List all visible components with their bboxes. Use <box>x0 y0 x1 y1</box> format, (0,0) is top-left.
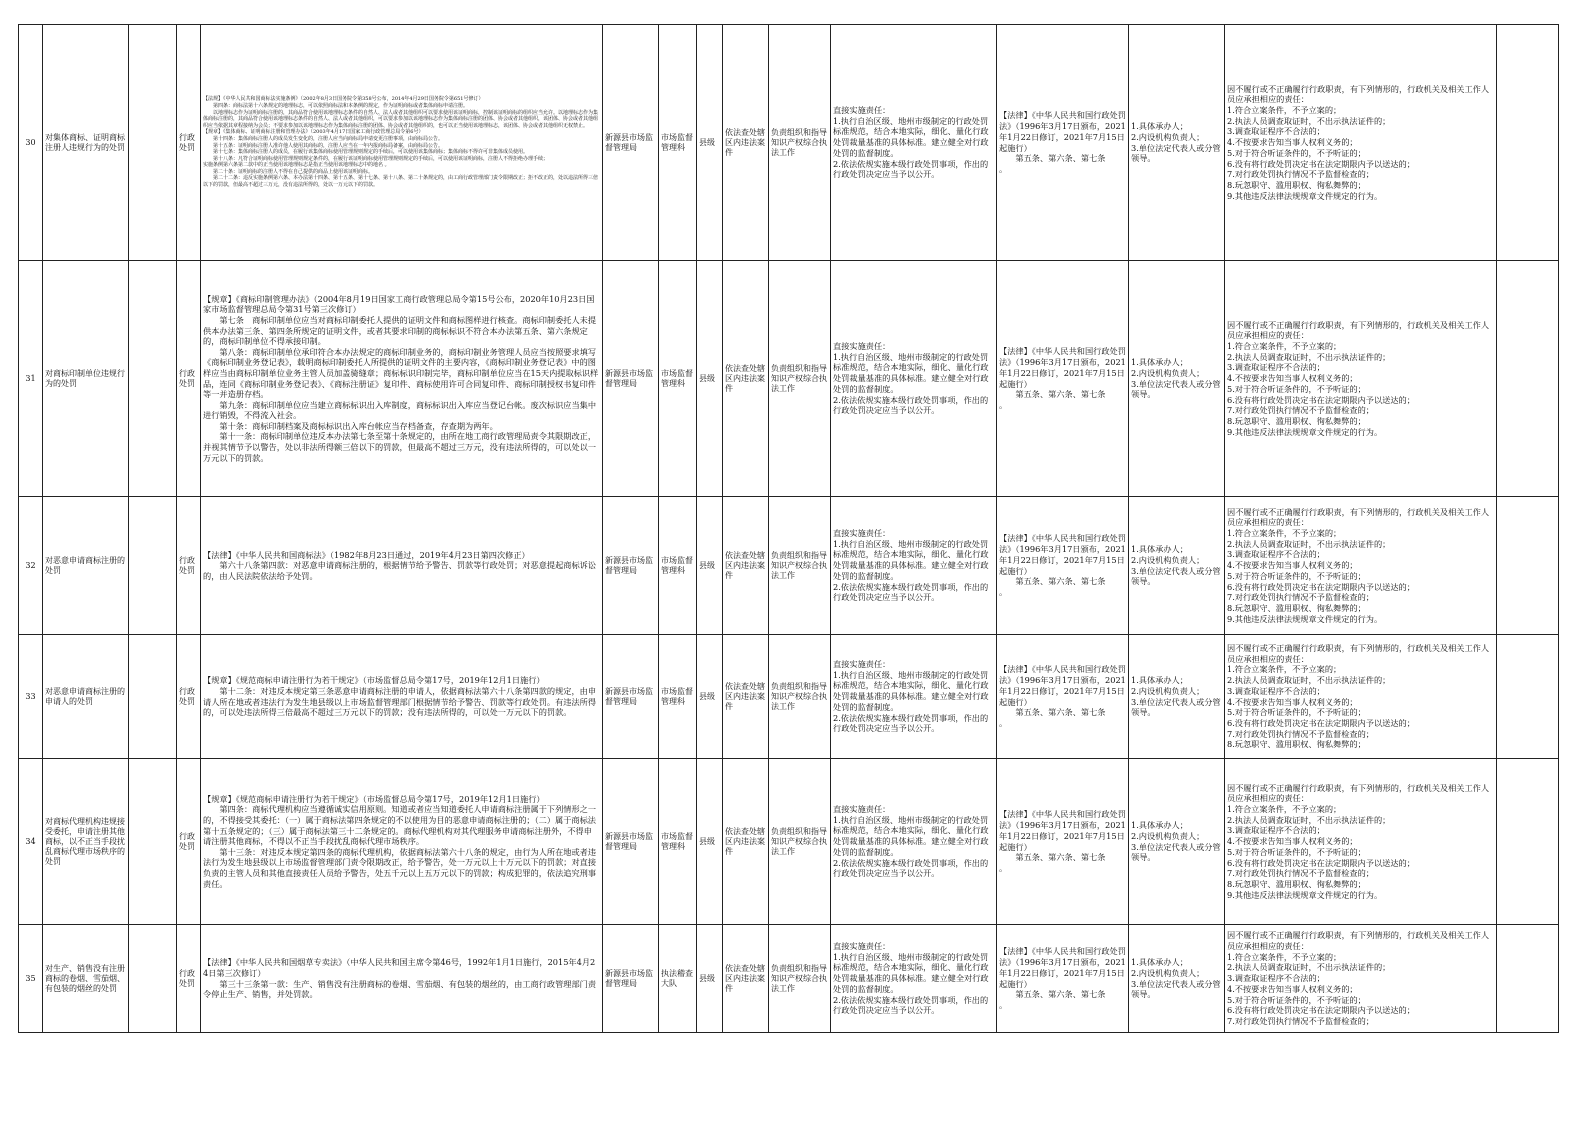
item-name: 对商标代理机构违规接受委托，申请注册其他商标，以不正当手段扰乱商标代理市场秩序的处罚 <box>43 759 129 925</box>
implementing-body: 新源县市场监督管理局 <box>603 497 659 635</box>
item-name: 对恶意申请商标注册的申请人的处罚 <box>43 635 129 759</box>
responsibility-scope: 依法查处辖区内违法案件 <box>723 635 769 759</box>
responsibility-items <box>831 635 997 759</box>
power-type: 行政处罚 <box>177 925 201 1033</box>
accountability-basis-text: 【法律】《中华人民共和国行政处罚法》（1996年3月17日颁布，2021年1月22日修订，2021年7月15日起施行） 第五条、第六条、第七条 。 <box>999 946 1126 1010</box>
accountability-circumstances <box>1225 497 1497 635</box>
responsibility-text: 直接实施责任： 1.执行自治区级、地州市级制定的行政处罚标准规范，结合本地实际，细化、量化行政处罚裁量基准的具体标准。建立健全对行政处罚的监督制度。 2.依法依规实施本级行政处罚事项，作出的行政处罚决定应当予以公开。 <box>833 804 989 879</box>
legal-basis <box>201 497 603 635</box>
responsibility-text: 直接实施责任： 1.执行自治区级、地州市级制定的行政处罚标准规范，结合本地实际，细化、量化行政处罚裁量基准的具体标准。建立健全对行政处罚的监督制度。 2.依法依规实施本级行政处罚事项，作出的行政处罚决定应当予以公开。 <box>833 659 989 734</box>
sub-item-cell <box>129 25 177 261</box>
remark-cell <box>1497 925 1559 1033</box>
table-body <box>19 25 1559 1033</box>
item-name: 对集体商标、证明商标注册人违规行为的处罚 <box>43 25 129 261</box>
item-name: 对生产、销售没有注册商标的卷烟、雪茄烟、有包装的烟丝的处罚 <box>43 925 129 1033</box>
power-type: 行政处罚 <box>177 497 201 635</box>
table-row <box>19 759 1559 925</box>
responsible-persons <box>1129 261 1225 497</box>
accountability-circumstances-text: 因不履行或不正确履行行政职责，有下列情形的，行政机关及相关工作人员应承担相应的责任： 1.符合立案条件，不予立案的； 2.执法人员调查取证时，不出示执法证件的； 3.调查取证程序不合法的； 4.不按要求告知当事人权利义务的； 5.对于符合听证条件的，不予听证的； 6.没有将行政处罚决定书在法定期限内予以送达的； 7.对行政处罚执行情况不予监督检查的； 8.玩忽职守、滥用职权、徇私舞弊的； 9.其他违反法律法规规章文件规定的行为。 <box>1227 506 1490 624</box>
responsibility-scope: 依法查处辖区内违法案件 <box>723 497 769 635</box>
accountability-basis-text: 【法律】《中华人民共和国行政处罚法》（1996年3月17日颁布，2021年1月22日修订，2021年7月15日起施行） 第五条、第六条、第七条 。 <box>999 809 1126 873</box>
responsible-department: 市场监督管理科 <box>659 25 697 261</box>
table-row <box>19 25 1559 261</box>
remark-cell <box>1497 25 1559 261</box>
legal-basis <box>201 25 603 261</box>
item-number: 32 <box>19 497 43 635</box>
legal-basis <box>201 635 603 759</box>
power-type: 行政处罚 <box>177 25 201 261</box>
responsibility-scope: 依法查处辖区内违法案件 <box>723 759 769 925</box>
responsible-persons-text: 1.具体承办人； 2.内设机构负责人； 3.单位法定代表人或分管领导。 <box>1131 957 1221 1000</box>
item-number: 33 <box>19 635 43 759</box>
accountability-basis-text: 【法律】《中华人民共和国行政处罚法》（1996年3月17日颁布，2021年1月22日修订，2021年7月15日起施行） 第五条、第六条、第七条 。 <box>999 346 1126 410</box>
legal-basis <box>201 925 603 1033</box>
responsibility-text: 直接实施责任： 1.执行自治区级、地州市级制定的行政处罚标准规范，结合本地实际，细化、量化行政处罚裁量基准的具体标准。建立健全对行政处罚的监督制度。 2.依法依规实施本级行政处罚事项，作出的行政处罚决定应当予以公开。 <box>833 528 989 603</box>
exercise-level: 县级 <box>697 925 723 1033</box>
remark-cell <box>1497 759 1559 925</box>
responsibility-text: 直接实施责任： 1.执行自治区级、地州市级制定的行政处罚标准规范，结合本地实际，细化、量化行政处罚裁量基准的具体标准。建立健全对行政处罚的监督制度。 2.依法依规实施本级行政处罚事项，作出的行政处罚决定应当予以公开。 <box>833 341 989 416</box>
accountability-basis-text: 【法律】《中华人民共和国行政处罚法》（1996年3月17日颁布，2021年1月22日修订，2021年7月15日起施行） 第五条、第六条、第七条 。 <box>999 533 1126 597</box>
accountability-circumstances-text: 因不履行或不正确履行行政职责，有下列情形的，行政机关及相关工作人员应承担相应的责任： 1.符合立案条件，不予立案的； 2.执法人员调查取证时，不出示执法证件的； 3.调查取证程序不合法的； 4.不按要求告知当事人权利义务的； 5.对于符合听证条件的，不予听证的； 6.没有将行政处罚决定书在法定期限内予以送达的； 7.对行政处罚执行情况不予监督检查的； <box>1227 930 1490 1026</box>
accountability-basis-text: 【法律】《中华人民共和国行政处罚法》（1996年3月17日颁布，2021年1月22日修订，2021年7月15日起施行） 第五条、第六条、第七条 。 <box>999 110 1126 174</box>
power-type: 行政处罚 <box>177 261 201 497</box>
sub-item-cell <box>129 497 177 635</box>
legal-basis-text: 【规章】《商标印制管理办法》（2004年8月19日国家工商行政管理总局令第15号公布，2020年10月23日国家市场监督管理总局令第31号第三次修订） 第七条 商标印制单位应当对商标印制委托人提供的证明文件和商标图样进行核查。商标印制委托人未提供本办法第三条、第四条所规定的证明文件，或者其要求印制的商标标识不符合本办法第五条、第六条规定的，商标印制单位不得承接印制。 第八条：商标印制单位承印符合本办法规定的商标印制业务的，商标印制业务管理人员应当按照要求填写《商标印制业务登记表》，载明商标印制委托人所提供的证明文件的主要内容，《商标印制业务登记表》中的图样应当由商标印制单位业务主管人员加盖骑缝章；商标标识印制完毕，商标印制单位应当在15天内提取标识样品，连同《商标印制业务登记表》、《商标注册证》复印件、商标使用许可合同复印件、商标印制授权书复印件等一并造册存档。 第九条：商标印制单位应当建立商标标识出入库制度，商标标识出入库应当登记台帐。废次标识应当集中进行销毁，不得流入社会。 第十条：商标印制档案及商标标识出入库台帐应当存档备查，存查期为两年。 第十一条：商标印制单位违反本办法第七条至第十条规定的，由所在地工商行政管理局责令其限期改正，并视其情节予以警告，处以非法所得额三倍以下的罚款，但最高不超过三万元，没有违法所得的，可以处以一万元以下的罚款。 <box>203 293 599 463</box>
legal-basis-text: 【规章】《规范商标申请注册行为若干规定》（市场监督总局令第17号，2019年12月1日施行） 第十二条：对违反本规定第三条恶意申请商标注册的申请人，依据商标法第六十八条第四款的规定，由申请人所在地或者违法行为发生地县级以上市场监督管理部门根据情节给予警告、罚款等行政处罚。有违法所得的，可以处违法所得三倍最高不超过三万元以下的罚款；没有违法所得的，可以处一万元以下的罚款。 <box>203 675 597 718</box>
responsible-persons-text: 1.具体承办人； 2.内设机构负责人； 3.单位法定代表人或分管领导。 <box>1131 121 1221 164</box>
item-name: 对商标印制单位违规行为的处罚 <box>43 261 129 497</box>
responsibility-text: 直接实施责任： 1.执行自治区级、地州市级制定的行政处罚标准规范，结合本地实际，细化、量化行政处罚裁量基准的具体标准。建立健全对行政处罚的监督制度。 2.依法依规实施本级行政处罚事项，作出的行政处罚决定应当予以公开。 <box>833 105 989 180</box>
implementing-body: 新源县市场监督管理局 <box>603 925 659 1033</box>
responsibility-items <box>831 25 997 261</box>
accountability-basis <box>997 25 1129 261</box>
responsible-department: 市场监督管理科 <box>659 635 697 759</box>
implementing-body: 新源县市场监督管理局 <box>603 635 659 759</box>
legal-basis-text: 【规章】《规范商标申请注册行为若干规定》（市场监督总局令第17号，2019年12月1日施行） 第四条：商标代理机构应当遵循诚实信用原则。知道或者应当知道委托人申请商标注册属于下列情形之一的，不得接受其委托：（一）属于商标法第四条规定的不以使用为目的恶意申请商标注册的；（二）属于商标法第十五条规定的；（三）属于商标法第三十二条规定的。商标代理机构对其代理服务申请商标注册外，不得申请注册其他商标，不得以不正当手段扰乱商标代理市场秩序。 第十三条：对违反本规定第四条的商标代理机构，依据商标法第六十八条的规定，由行为人所在地或者违法行为发生地县级以上市场监督管理部门责令限期改正，给予警告，处一万元以上十万元以下的罚款；对直接负责的主管人员和其他直接责任人员给予警告，处五千元以上五万元以下的罚款；构成犯罪的，依法追究刑事责任。 <box>203 793 597 889</box>
responsibility-items <box>831 925 997 1033</box>
accountability-basis <box>997 759 1129 925</box>
item-name: 对恶意申请商标注册的处罚 <box>43 497 129 635</box>
power-type: 行政处罚 <box>177 759 201 925</box>
responsible-department: 市场监督管理科 <box>659 497 697 635</box>
implementing-body: 新源县市场监督管理局 <box>603 759 659 925</box>
responsible-persons-text: 1.具体承办人； 2.内设机构负责人； 3.单位法定代表人或分管领导。 <box>1131 544 1221 587</box>
legal-basis <box>201 759 603 925</box>
legal-basis-text: 【法律】《中华人民共和国烟草专卖法》（中华人民共和国主席令第46号，1992年1月1日施行，2015年4月24日第三次修订） 第三十三条第一款：生产、销售没有注册商标的卷烟、雪茄烟、有包装的烟丝的，由工商行政管理部门责令停止生产、销售，并处罚款。 <box>203 957 597 1000</box>
responsible-persons <box>1129 497 1225 635</box>
responsible-persons-text: 1.具体承办人； 2.内设机构负责人； 3.单位法定代表人或分管领导。 <box>1131 357 1221 400</box>
item-number: 30 <box>19 25 43 261</box>
responsible-department: 执法稽查大队 <box>659 925 697 1033</box>
division-of-duties: 负责组织和指导知识产权综合执法工作 <box>769 759 831 925</box>
power-list-table <box>18 24 1559 1033</box>
table-row <box>19 261 1559 497</box>
responsible-department: 市场监督管理科 <box>659 759 697 925</box>
item-number: 34 <box>19 759 43 925</box>
responsible-persons <box>1129 635 1225 759</box>
accountability-basis <box>997 635 1129 759</box>
remark-cell <box>1497 635 1559 759</box>
responsibility-items <box>831 497 997 635</box>
item-number: 35 <box>19 925 43 1033</box>
table-row <box>19 497 1559 635</box>
accountability-basis-text: 【法律】《中华人民共和国行政处罚法》（1996年3月17日颁布，2021年1月22日修订，2021年7月15日起施行） 第五条、第六条、第七条 。 <box>999 664 1126 728</box>
exercise-level: 县级 <box>697 759 723 925</box>
exercise-level: 县级 <box>697 497 723 635</box>
implementing-body: 新源县市场监督管理局 <box>603 25 659 261</box>
responsible-department: 市场监督管理科 <box>659 261 697 497</box>
accountability-circumstances <box>1225 925 1497 1033</box>
sub-item-cell <box>129 635 177 759</box>
legal-basis-text: 【法规】《中华人民共和国商标法实施条例》（2002年8月3日国务院令第358号公布，2014年4月29日国务院令第651号修订） 第四条：商标法第十六条规定的地理标志，可以依照商标法和本条例的规定，作为证明商标或者集体商标申请注册。 以地理标志作为证明商标注册的，其商品符合使用该地理标志条件的自然人、法人或者其他组织可以要求使用该证明商标，控制该证明商标的组织应当允许。以地理标志作为集体商标注册的，其商品符合使用该地理标志条件的自然人、法人或者其他组织，可以要求参加以该地理标志作为集体商标注册的团体、协会或者其他组织，该团体、协会或者其他组织应当依据其章程接纳为会员；不要求参加以该地理标志作为集体商标注册的团体、协会或者其他组织的，也可以正当使用该地理标志，该团体、协会或者其他组织无权禁止。 【规章】《集体商标、证明商标注册和管理办法》（2003年4月17日国家工商行政管理总局令第6号） 第十四条：集体商标注册人的成员发生变化的，注册人应当向商标局申请变更注册事项，由商标局公告。 第十五条：证明商标注册人准许他人使用其商标的，注册人应当在一年内报商标局备案，由商标局公告。 第十七条：集体商标注册人的成员，在履行该集体商标使用管理规则规定的手续后，可以使用该集体商标；集体商标不得许可非集体成员使用。 第十八条：凡符合证明商标使用管理规则规定条件的，在履行该证明商标使用管理规则规定的手续后，可以使用该证明商标，注册人不得拒绝办理手续； 实施条例第六条第二款中的正当使用该地理标志是指正当使用该地理标志中的地名 。 第二十条：证明商标的注册人不得在自己提供的商品上使用该证明商标。 第二十二条：违反实施条例第六条、本办法第十四条、第十五条、第十七条、第十八条、第二十条规定的，由工商行政管理部门责令限期改正；拒不改正的，处以违法所得三倍以下的罚款，但最高不超过三万元，没有违法所得的，处以一万元以下的罚款。 <box>203 96 599 189</box>
power-type: 行政处罚 <box>177 635 201 759</box>
accountability-basis <box>997 261 1129 497</box>
responsible-persons <box>1129 759 1225 925</box>
responsible-persons <box>1129 25 1225 261</box>
division-of-duties: 负责组织和指导知识产权综合执法工作 <box>769 925 831 1033</box>
table-row <box>19 635 1559 759</box>
legal-basis <box>201 261 603 497</box>
responsibility-scope: 依法查处辖区内违法案件 <box>723 925 769 1033</box>
responsible-persons-text: 1.具体承办人； 2.内设机构负责人； 3.单位法定代表人或分管领导。 <box>1131 675 1221 718</box>
sub-item-cell <box>129 759 177 925</box>
responsibility-items <box>831 759 997 925</box>
table-row <box>19 925 1559 1033</box>
responsibility-scope: 依法查处辖区内违法案件 <box>723 25 769 261</box>
implementing-body: 新源县市场监督管理局 <box>603 261 659 497</box>
accountability-circumstances-text: 因不履行或不正确履行行政职责，有下列情形的，行政机关及相关工作人员应承担相应的责任： 1.符合立案条件，不予立案的； 2.执法人员调查取证时，不出示执法证件的； 3.调查取证程序不合法的； 4.不按要求告知当事人权利义务的； 5.对于符合听证条件的，不予听证的； 6.没有将行政处罚决定书在法定期限内予以送达的； 7.对行政处罚执行情况不予监督检查的； 8.玩忽职守、滥用职权、徇私舞弊的； <box>1227 642 1490 750</box>
division-of-duties: 负责组织和指导知识产权综合执法工作 <box>769 497 831 635</box>
sub-item-cell <box>129 925 177 1033</box>
exercise-level: 县级 <box>697 261 723 497</box>
responsibility-items <box>831 261 997 497</box>
sub-item-cell <box>129 261 177 497</box>
responsible-persons-text: 1.具体承办人； 2.内设机构负责人； 3.单位法定代表人或分管领导。 <box>1131 820 1221 863</box>
remark-cell <box>1497 261 1559 497</box>
accountability-circumstances-text: 因不履行或不正确履行行政职责，有下列情形的，行政机关及相关工作人员应承担相应的责任： 1.符合立案条件，不予立案的； 2.执法人员调查取证时，不出示执法证件的； 3.调查取证程序不合法的； 4.不按要求告知当事人权利义务的； 5.对于符合听证条件的，不予听证的； 6.没有将行政处罚决定书在法定期限内予以送达的； 7.对行政处罚执行情况不予监督检查的； 8.玩忽职守、滥用职权、徇私舞弊的； 9.其他违反法律法规规章文件规定的行为。 <box>1227 782 1490 900</box>
accountability-basis <box>997 497 1129 635</box>
responsibility-scope: 依法查处辖区内违法案件 <box>723 261 769 497</box>
division-of-duties: 负责组织和指导知识产权综合执法工作 <box>769 635 831 759</box>
legal-basis-text: 【法律】《中华人民共和国商标法》（1982年8月23日通过，2019年4月23日第四次修正） 第六十八条第四款：对恶意申请商标注册的，根据情节给予警告、罚款等行政处罚；对恶意提起商标诉讼的，由人民法院依法给予处罚。 <box>203 549 597 581</box>
responsibility-text: 直接实施责任： 1.执行自治区级、地州市级制定的行政处罚标准规范，结合本地实际，细化、量化行政处罚裁量基准的具体标准。建立健全对行政处罚的监督制度。 2.依法依规实施本级行政处罚事项，作出的行政处罚决定应当予以公开。 <box>833 941 989 1016</box>
division-of-duties: 负责组织和指导知识产权综合执法工作 <box>769 25 831 261</box>
remark-cell <box>1497 497 1559 635</box>
accountability-circumstances-text: 因不履行或不正确履行行政职责，有下列情形的，行政机关及相关工作人员应承担相应的责任： 1.符合立案条件，不予立案的； 2.执法人员调查取证时，不出示执法证件的； 3.调查取证程序不合法的； 4.不按要求告知当事人权利义务的； 5.对于符合听证条件的，不予听证的； 6.没有将行政处罚决定书在法定期限内予以送达的； 7.对行政处罚执行情况不予监督检查的； 8.玩忽职守、滥用职权、徇私舞弊的； 9.其他违反法律法规规章文件规定的行为。 <box>1227 83 1490 201</box>
exercise-level: 县级 <box>697 25 723 261</box>
accountability-circumstances <box>1225 25 1497 261</box>
exercise-level: 县级 <box>697 635 723 759</box>
responsible-persons <box>1129 925 1225 1033</box>
accountability-circumstances <box>1225 635 1497 759</box>
accountability-basis <box>997 925 1129 1033</box>
division-of-duties: 负责组织和指导知识产权综合执法工作 <box>769 261 831 497</box>
accountability-circumstances <box>1225 759 1497 925</box>
item-number: 31 <box>19 261 43 497</box>
accountability-circumstances <box>1225 261 1497 497</box>
accountability-circumstances-text: 因不履行或不正确履行行政职责，有下列情形的，行政机关及相关工作人员应承担相应的责任： 1.符合立案条件，不予立案的； 2.执法人员调查取证时，不出示执法证件的； 3.调查取证程序不合法的； 4.不按要求告知当事人权利义务的； 5.对于符合听证条件的，不予听证的； 6.没有将行政处罚决定书在法定期限内予以送达的； 7.对行政处罚执行情况不予监督检查的； 8.玩忽职守、滥用职权、徇私舞弊的； 9.其他违反法律法规规章文件规定的行为。 <box>1227 319 1490 437</box>
